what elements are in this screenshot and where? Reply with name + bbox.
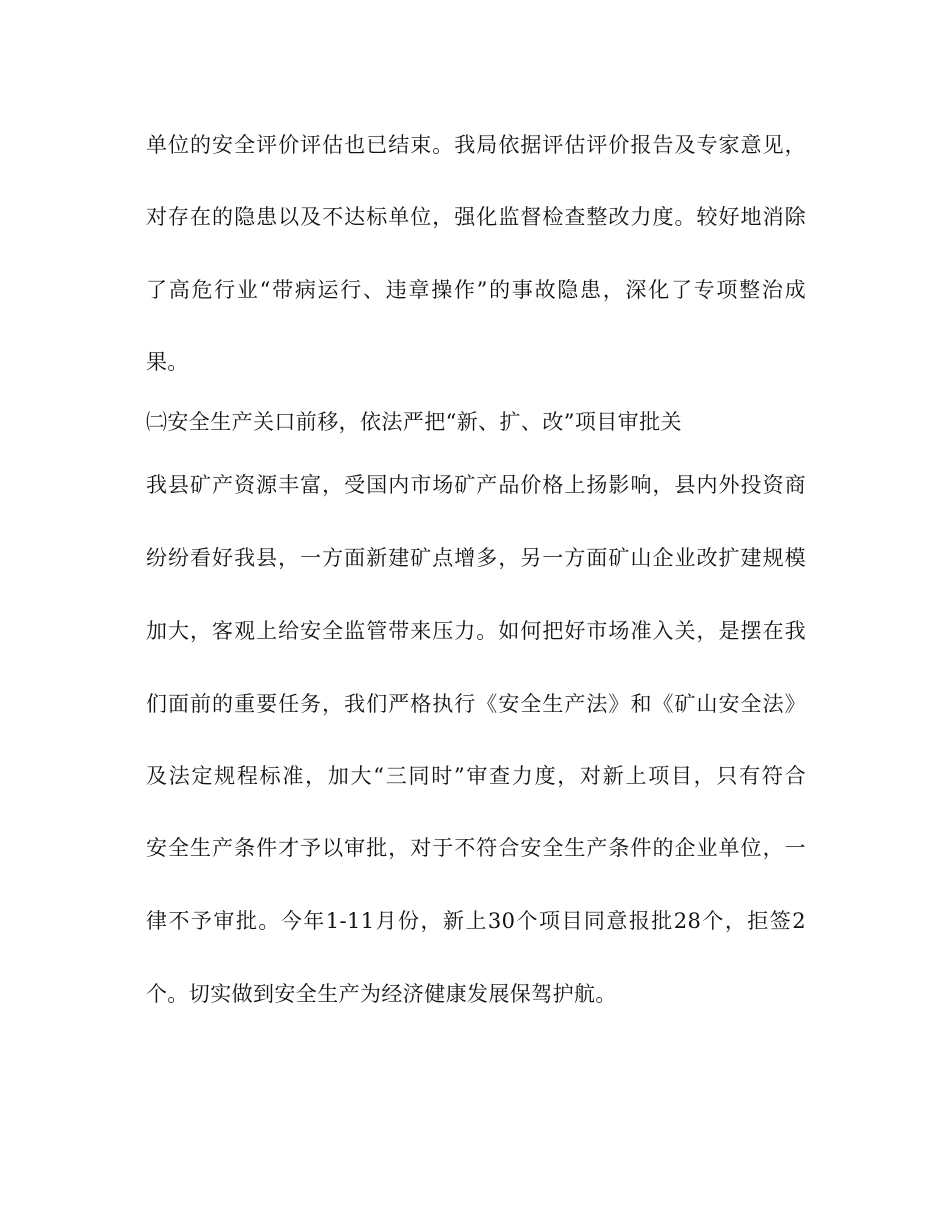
paragraph-line: 加大，客观上给安全监管带来压力。如何把好市场准入关，是摆在我 xyxy=(146,619,806,643)
paragraph-line: 了高危行业“带病运行、违章操作”的事故隐患，深化了专项整治成 xyxy=(146,278,806,302)
paragraph-line: 纷纷看好我县，一方面新建矿点增多，另一方面矿山企业改扩建规模 xyxy=(146,546,806,570)
section-heading: ㈡安全生产关口前移，依法严把“新、扩、改”项目审批关 xyxy=(146,410,682,434)
paragraph-line: 果。 xyxy=(146,350,189,374)
paragraph-line: 安全生产条件才予以审批，对于不符合安全生产条件的企业单位，一 xyxy=(146,836,806,860)
paragraph-line: 个。切实做到安全生产为经济健康发展保驾护航。 xyxy=(146,982,617,1006)
paragraph-line: 对存在的隐患以及不达标单位，强化监督检查整改力度。较好地消除 xyxy=(146,205,806,229)
paragraph-line: 及法定规程标准，加大“三同时”审查力度，对新上项目，只有符合 xyxy=(146,764,806,788)
paragraph-line: 单位的安全评价评估也已结束。我局依据评估评价报告及专家意见， xyxy=(146,133,806,157)
paragraph-line: 们面前的重要任务，我们严格执行《安全生产法》和《矿山安全法》 xyxy=(146,692,806,716)
paragraph-line: 我县矿产资源丰富，受国内市场矿产品价格上扬影响，县内外投资商 xyxy=(146,473,806,497)
paragraph-line: 律不予审批。今年1-11月份，新上30个项目同意报批28个，拒签2 xyxy=(146,909,806,933)
